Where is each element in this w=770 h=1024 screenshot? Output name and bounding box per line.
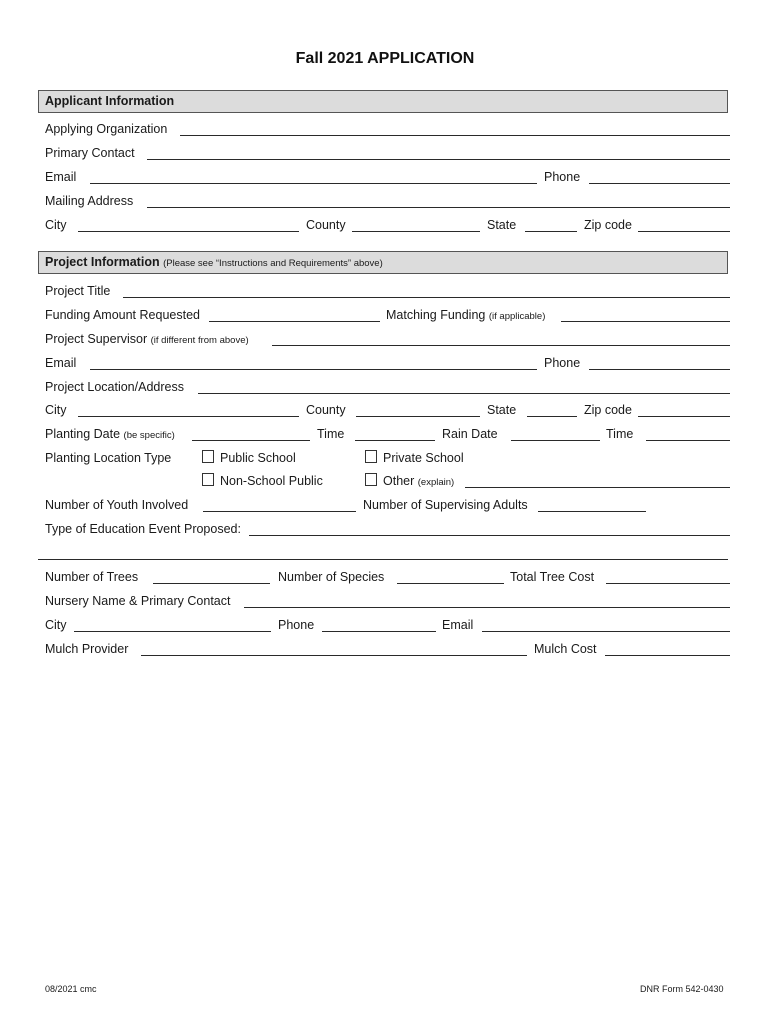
supervising-adults-field[interactable] (538, 511, 646, 512)
primary-contact-label: Primary Contact (45, 146, 135, 160)
youth-involved-label: Number of Youth Involved (45, 498, 189, 512)
project-city-label: City (45, 403, 67, 417)
planting-location-type-label: Planting Location Type (45, 451, 172, 465)
project-email-row (45, 355, 730, 373)
non-school-public-checkbox[interactable] (202, 473, 214, 486)
mailing-address-field[interactable] (147, 207, 730, 208)
nursery-city-row (45, 617, 730, 635)
footer-date: 08/2021 cmc (45, 984, 97, 994)
matching-funding-field[interactable] (561, 321, 730, 322)
total-tree-cost-label: Total Tree Cost (510, 570, 595, 584)
nursery-field[interactable] (244, 607, 730, 608)
nursery-email-field[interactable] (482, 631, 730, 632)
project-location-label: Project Location/Address (45, 380, 184, 394)
other-checkbox[interactable] (365, 473, 377, 486)
planting-time-field[interactable] (355, 440, 435, 441)
project-phone-field[interactable] (589, 369, 730, 370)
project-supervisor-row (45, 331, 730, 349)
planting-date-field[interactable] (192, 440, 310, 441)
rain-date-field[interactable] (511, 440, 600, 441)
project-county-field[interactable] (356, 416, 480, 417)
project-title-row (45, 283, 730, 301)
rain-time-field[interactable] (646, 440, 730, 441)
applicant-county-label: County (306, 218, 346, 232)
applicant-header-label: Applicant Information (45, 94, 175, 108)
applicant-state-label: State (487, 218, 517, 232)
matching-funding-label (386, 307, 545, 325)
trees-row (45, 569, 730, 587)
mulch-provider-label: Mulch Provider (45, 642, 129, 656)
planting-location-type-row (45, 450, 730, 468)
project-zip-field[interactable] (638, 416, 730, 417)
youth-adults-row (45, 497, 730, 515)
project-location-field[interactable] (198, 393, 730, 394)
project-city-field[interactable] (78, 416, 299, 417)
project-phone-label: Phone (544, 356, 581, 370)
planting-date-row (45, 426, 730, 444)
applying-organization-row (45, 121, 730, 139)
funding-requested-label: Funding Amount Requested (45, 308, 200, 322)
number-of-trees-field[interactable] (153, 583, 270, 584)
footer-form-number: DNR Form 542-0430 (640, 984, 724, 994)
project-email-label: Email (45, 356, 77, 370)
education-event-continuation-line[interactable] (38, 559, 728, 560)
private-school-label: Private School (383, 451, 464, 465)
planting-time-label: Time (317, 427, 345, 441)
education-event-label: Type of Education Event Proposed: (45, 522, 241, 536)
number-of-species-field[interactable] (397, 583, 504, 584)
project-section-header (38, 251, 728, 274)
applicant-county-field[interactable] (352, 231, 480, 232)
mulch-cost-field[interactable] (605, 655, 730, 656)
nursery-phone-label: Phone (278, 618, 315, 632)
applicant-city-field[interactable] (78, 231, 299, 232)
applicant-phone-field[interactable] (589, 183, 730, 184)
project-supervisor-field[interactable] (272, 345, 730, 346)
other-label (383, 473, 454, 491)
project-supervisor-text: Project Supervisor (45, 332, 148, 346)
other-text: Other (383, 474, 415, 488)
private-school-checkbox[interactable] (365, 450, 377, 463)
project-header-note: (Please see “Instructions and Requirements” above) (163, 258, 383, 269)
applicant-zip-field[interactable] (638, 231, 730, 232)
project-city-row (45, 402, 730, 420)
applicant-email-label: Email (45, 170, 77, 184)
public-school-checkbox[interactable] (202, 450, 214, 463)
applying-organization-label: Applying Organization (45, 122, 168, 136)
nursery-city-field[interactable] (74, 631, 271, 632)
number-of-species-label: Number of Species (278, 570, 385, 584)
project-state-label: State (487, 403, 517, 417)
matching-funding-note: (if applicable) (488, 311, 546, 322)
education-event-row (45, 521, 730, 539)
applying-organization-field[interactable] (180, 135, 730, 136)
nursery-label: Nursery Name & Primary Contact (45, 594, 231, 608)
number-of-trees-label: Number of Trees (45, 570, 139, 584)
mailing-address-row (45, 193, 730, 211)
nursery-city-label: City (45, 618, 67, 632)
planting-date-label (45, 426, 175, 444)
supervising-adults-label: Number of Supervising Adults (363, 498, 528, 512)
project-email-field[interactable] (90, 369, 537, 370)
planting-date-text: Planting Date (45, 427, 121, 441)
applicant-zip-label: Zip code (584, 218, 632, 232)
mulch-row (45, 641, 730, 659)
applicant-email-row (45, 169, 730, 187)
planting-date-note: (be specific) (123, 430, 175, 441)
other-note: (explain) (417, 477, 455, 488)
nursery-phone-field[interactable] (322, 631, 436, 632)
project-supervisor-label (45, 331, 249, 349)
primary-contact-row (45, 145, 730, 163)
education-event-field[interactable] (249, 535, 730, 536)
funding-row (45, 307, 730, 325)
project-state-field[interactable] (527, 416, 577, 417)
primary-contact-field[interactable] (147, 159, 730, 160)
non-school-public-label: Non-School Public (220, 474, 323, 488)
project-county-label: County (306, 403, 346, 417)
project-title-label: Project Title (45, 284, 111, 298)
public-school-label: Public School (220, 451, 296, 465)
applicant-state-field[interactable] (525, 231, 577, 232)
mailing-address-label: Mailing Address (45, 194, 134, 208)
location-type-row-2 (45, 473, 730, 491)
form-title: Fall 2021 APPLICATION (295, 50, 475, 67)
applicant-phone-label: Phone (544, 170, 581, 184)
other-explain-field[interactable] (465, 487, 730, 488)
youth-involved-field[interactable] (203, 511, 356, 512)
project-supervisor-note: (if different from above) (150, 335, 249, 346)
matching-funding-text: Matching Funding (386, 308, 486, 322)
rain-date-label: Rain Date (442, 427, 498, 441)
total-tree-cost-field[interactable] (606, 583, 730, 584)
applicant-city-label: City (45, 218, 67, 232)
nursery-row (45, 593, 730, 611)
project-title-field[interactable] (123, 297, 730, 298)
nursery-email-label: Email (442, 618, 474, 632)
mulch-provider-field[interactable] (141, 655, 527, 656)
mulch-cost-label: Mulch Cost (534, 642, 597, 656)
applicant-city-row (45, 217, 730, 235)
project-zip-label: Zip code (584, 403, 632, 417)
rain-time-label: Time (606, 427, 634, 441)
project-location-row (45, 379, 730, 397)
funding-requested-field[interactable] (209, 321, 380, 322)
applicant-email-field[interactable] (90, 183, 537, 184)
project-header-label: Project Information (45, 255, 160, 269)
applicant-section-header (38, 90, 728, 113)
